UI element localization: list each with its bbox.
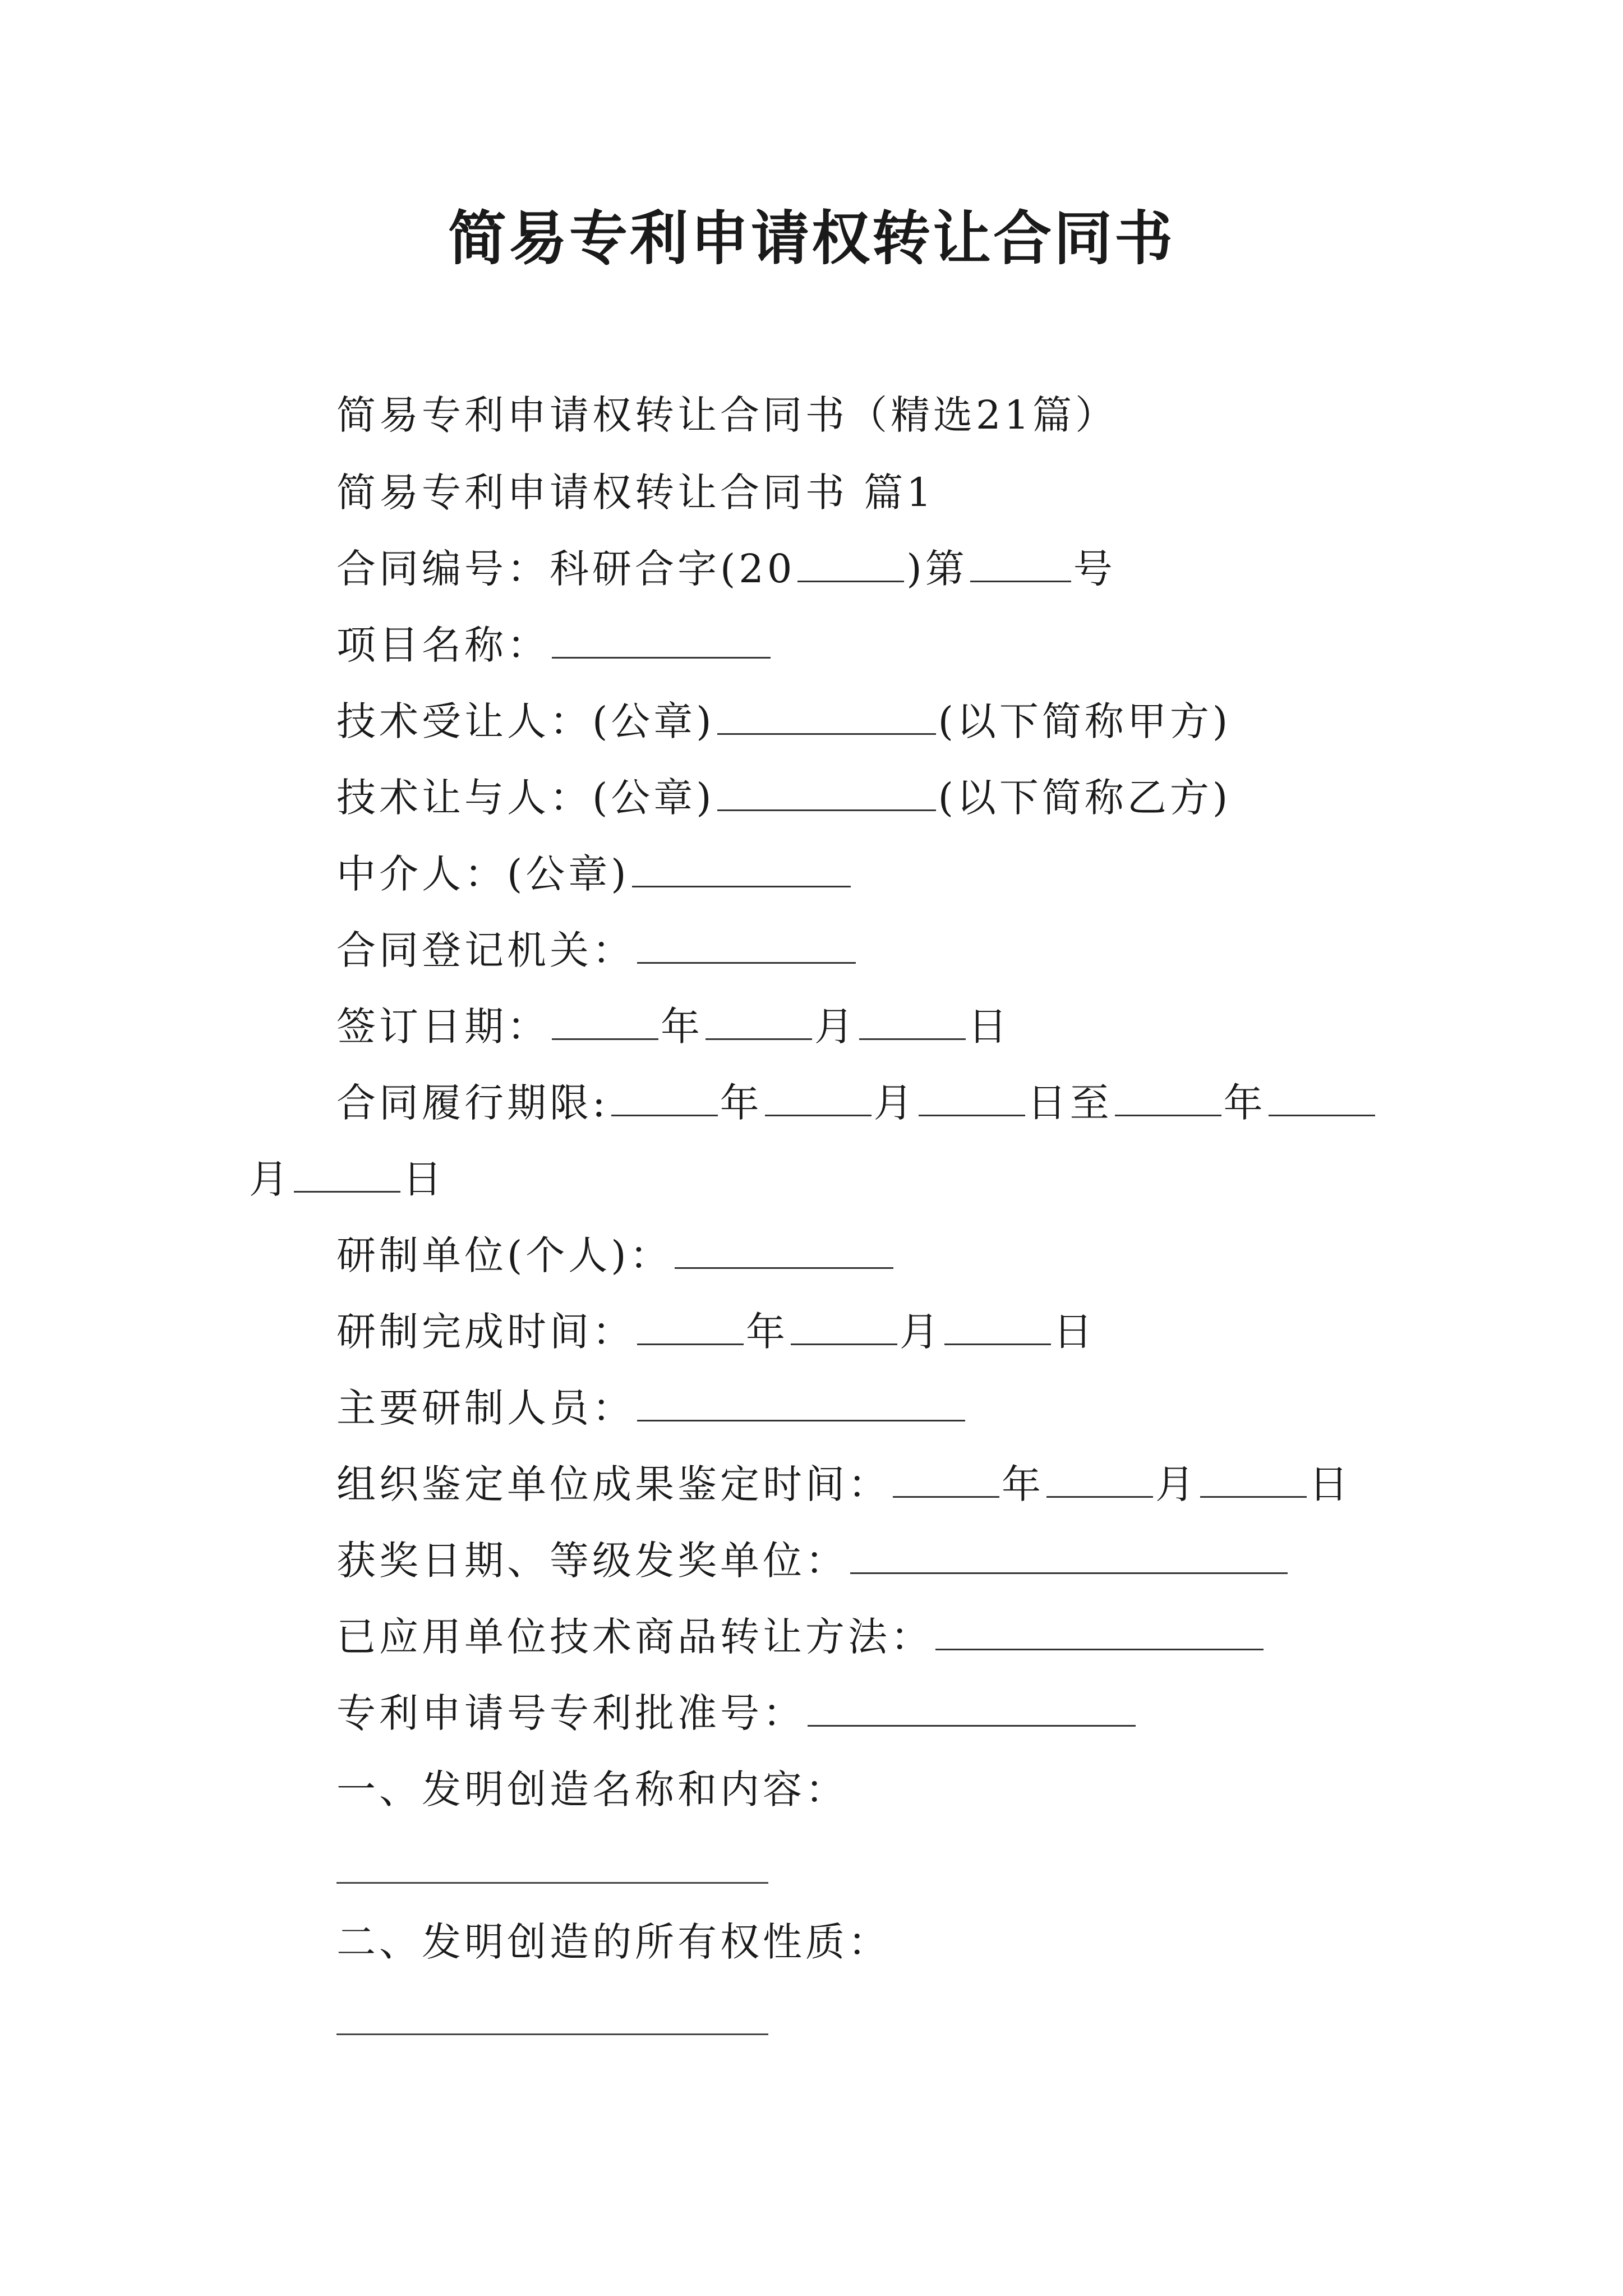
contract-number-end: 号: [1073, 546, 1116, 592]
sign-date-line: [336, 999, 1011, 1055]
sign-day-blank[interactable]: [859, 999, 966, 1040]
dev-month-unit: 月: [900, 1309, 942, 1355]
project-name-blank[interactable]: [552, 618, 771, 659]
developer-line: [336, 1227, 896, 1283]
sign-month-unit: 月: [814, 1004, 857, 1050]
award-label: 获奖日期、等级发奖单位：: [336, 1538, 848, 1584]
dev-day-blank[interactable]: [944, 1304, 1051, 1345]
contract-year-blank[interactable]: [797, 541, 904, 582]
intermediary-label: 中介人：(公章): [336, 851, 630, 897]
patent-number-label: 专利申请号专利批准号：: [336, 1690, 805, 1736]
term-end-month-blank[interactable]: [1269, 1075, 1375, 1116]
section1-blank[interactable]: [336, 1882, 768, 1884]
term-end-day-blank[interactable]: [294, 1152, 400, 1193]
contract-number-mid: )第: [906, 546, 968, 592]
main-developers-line: [336, 1380, 967, 1436]
appraisal-month-blank[interactable]: [1046, 1457, 1153, 1498]
appraisal-day-blank[interactable]: [1200, 1457, 1307, 1498]
transferor-suffix: (以下简称乙方): [938, 775, 1232, 821]
term-end-year-blank[interactable]: [1115, 1075, 1221, 1116]
patent-number-blank[interactable]: [808, 1686, 1136, 1727]
applied-units-line: [336, 1609, 1266, 1665]
applied-units-blank[interactable]: [935, 1609, 1264, 1650]
registry-label: 合同登记机关：: [336, 927, 635, 973]
appraisal-label: 组织鉴定单位成果鉴定时间：: [336, 1461, 891, 1507]
appraisal-day-unit: 日: [1309, 1461, 1352, 1507]
sign-date-label: 签订日期：: [336, 1004, 550, 1050]
transferee-label: 技术受让人：(公章): [336, 698, 715, 744]
term-label: 合同履行期限:: [336, 1080, 609, 1126]
transferee-suffix: (以下简称甲方): [938, 698, 1232, 744]
dev-year-blank[interactable]: [637, 1304, 744, 1345]
main-developers-label: 主要研制人员：: [336, 1385, 635, 1431]
developer-label: 研制单位(个人)：: [336, 1232, 672, 1278]
applied-units-label: 已应用单位技术商品转让方法：: [336, 1614, 933, 1660]
project-name-label: 项目名称：: [336, 622, 550, 668]
dev-day-unit: 日: [1053, 1309, 1096, 1355]
award-blank[interactable]: [850, 1533, 1288, 1574]
section-heading: 简易专利申请权转让合同书 篇1: [336, 470, 935, 516]
registry-line: [336, 922, 858, 978]
term-start-day-blank[interactable]: [919, 1075, 1025, 1116]
contract-number-line: [336, 541, 1116, 597]
transferee-line: [336, 693, 1231, 749]
dev-completion-label: 研制完成时间：: [336, 1309, 635, 1355]
contract-number-blank[interactable]: [970, 541, 1071, 582]
award-line: [336, 1533, 1290, 1589]
appraisal-month-unit: 月: [1155, 1461, 1198, 1507]
sign-year-unit: 年: [661, 1004, 703, 1050]
term-end-day-unit: 日: [403, 1156, 445, 1202]
developer-blank[interactable]: [675, 1228, 893, 1269]
sign-month-blank[interactable]: [706, 999, 812, 1040]
section2-blank[interactable]: [336, 2033, 768, 2035]
sign-day-unit: 日: [968, 1004, 1011, 1050]
registry-blank[interactable]: [637, 923, 856, 964]
term-line: [336, 1075, 1377, 1131]
document-title: 简易专利申请权转让合同书: [448, 204, 1175, 273]
term-start-month-blank[interactable]: [765, 1075, 872, 1116]
intermediary-line: [336, 846, 853, 902]
transferor-blank[interactable]: [717, 770, 936, 811]
sign-year-blank[interactable]: [552, 999, 658, 1040]
patent-number-line: [336, 1685, 1138, 1741]
appraisal-year-blank[interactable]: [893, 1457, 999, 1498]
project-name-line: [336, 617, 773, 673]
term-end-year-unit: 年: [1223, 1080, 1266, 1126]
contract-number-label: 合同编号：科研合字(20: [336, 546, 796, 592]
dev-year-unit: 年: [746, 1309, 789, 1355]
appraisal-year-unit: 年: [1002, 1461, 1044, 1507]
term-start-month-unit: 月: [873, 1080, 916, 1126]
section2-heading: 二、发明创造的所有权性质：: [336, 1919, 891, 1965]
term-to-label: 日至: [1027, 1080, 1113, 1126]
term-end-month-unit: 月: [249, 1156, 292, 1202]
document-subtitle: 简易专利申请权转让合同书（精选21篇）: [336, 392, 1118, 438]
term-line-continued: [249, 1151, 445, 1207]
transferee-blank[interactable]: [717, 694, 936, 735]
dev-completion-line: [336, 1304, 1096, 1360]
intermediary-blank[interactable]: [632, 846, 851, 887]
main-developers-blank[interactable]: [637, 1381, 965, 1421]
appraisal-line: [336, 1456, 1352, 1512]
term-start-year-unit: 年: [720, 1080, 763, 1126]
term-start-year-blank[interactable]: [611, 1075, 718, 1116]
dev-month-blank[interactable]: [791, 1304, 897, 1345]
section1-heading: 一、发明创造名称和内容：: [336, 1766, 848, 1812]
transferor-line: [336, 770, 1231, 826]
transferor-label: 技术让与人：(公章): [336, 775, 715, 821]
